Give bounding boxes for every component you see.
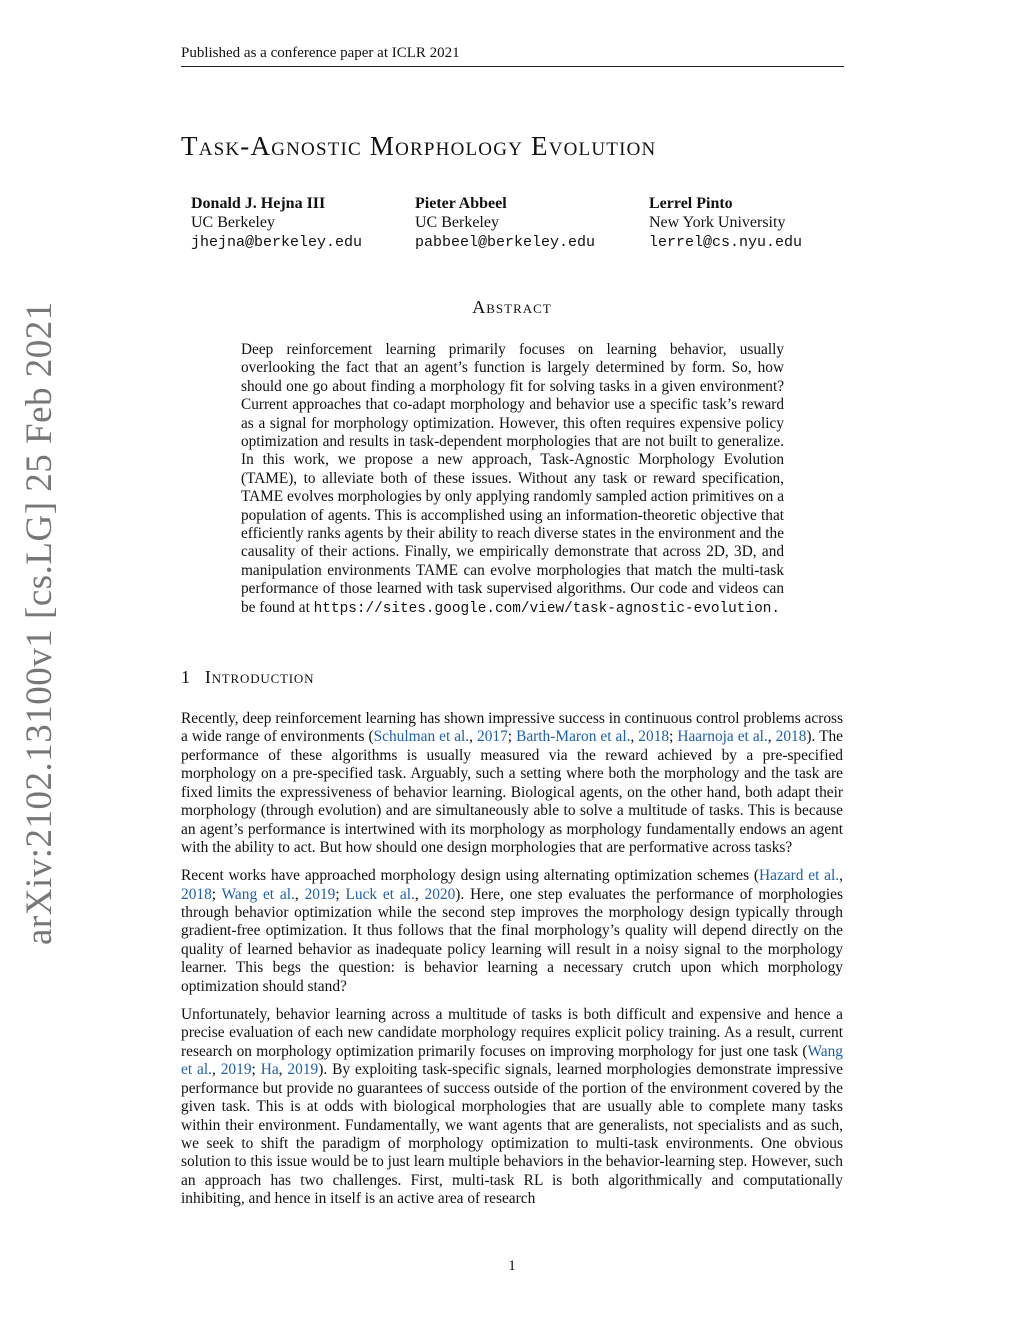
abstract-text: Deep reinforcement learning primarily focuses on learning behavior, usually overlooking the fact that an agent’s function is largely determined by form. So, how should one go about finding a morphology fit for solving tasks in a given environment? Current approaches that co-adapt morphology and behavior use a specific task’s reward as a signal for morphology optimization. However, this often requires expensive policy optimization and results in task-dependent morphologies that are not built to generalize. In this work, we propose a new approach, Task-Agnostic Morphology Evolution (TAME), to alleviate both of these issues. Without any task or reward specification, TAME evolves morphologies by only applying randomly sampled action primitives on a population of agents. This is accomplished using an information-theoretic objective that efficiently ranks agents by their ability to reach diverse states in the environment and the causality of their actions. Finally, we empirically demonstrate that across 2D, 3D, and manipulation environments TAME can evolve morphologies that match the multi-task performance of those learned with task supervised algorithms. Our code and videos can be found at (241, 341, 784, 616)
paper-title: Task-Agnostic Morphology Evolution (181, 131, 657, 161)
text-run: ; (507, 728, 517, 746)
citation-link[interactable]: 2019 (220, 1061, 252, 1079)
abstract-url[interactable]: https://sites.google.com/view/task-agnostic-evolution. (313, 600, 780, 617)
author-affiliation: UC Berkeley (415, 214, 499, 231)
section-heading (181, 667, 314, 688)
author-email[interactable]: jhejna@berkeley.edu (191, 234, 363, 251)
text-run: ; (669, 728, 678, 746)
text-run: ; (251, 1061, 261, 1079)
text-run: ; (211, 885, 222, 903)
citation-link[interactable]: Haarnoja et al. (677, 728, 768, 746)
page-number: 1 (508, 1258, 516, 1274)
abstract-heading: Abstract (472, 297, 552, 317)
citation-link[interactable]: 2017 (477, 728, 508, 746)
citation-link[interactable]: Wang et al. (181, 1042, 843, 1079)
citation-link[interactable]: 2019 (287, 1061, 319, 1079)
author-2 (415, 194, 595, 252)
citation-link[interactable]: 2019 (304, 885, 336, 903)
text-run: ). Here, one step evaluates the performance of morphologies through behavior optimization while the second step improves the morphology design typically through gradient-free optimization. It thus follows that the final morphology’s quality will depend directly on the quality of learned behavior as inadequate policy learning will result in a noisy signal to the morphology learner. This begs the question: is behavior learning a necessary crutch upon which morphology optimization should stand? (181, 885, 843, 995)
author-affiliation: UC Berkeley (191, 214, 275, 231)
text-run: , (767, 728, 776, 746)
author-3 (649, 194, 802, 252)
text-run: Recent works have approached morphology design using alternating optimization schemes ( (181, 867, 760, 885)
text-run: Unfortunately, behavior learning across a multitude of tasks is both difficult and expensive and hence a precise evaluation of each new candidate morphology requires explicit policy training. As a result, current research on morphology optimization primarily focuses on improving morphology for just one task ( (181, 1005, 843, 1060)
author-1 (191, 194, 362, 252)
abstract-body (241, 341, 784, 618)
citation-link[interactable]: 2018 (181, 885, 212, 903)
citation-link[interactable]: Hazard et al. (759, 867, 840, 885)
text-run: , (414, 885, 425, 903)
text-run: ). The performance of these algorithms is usually measured via the reward achieved by a pre-specified morphology on a pre-specified task. Arguably, such a setting where both the morphology and the task are fixed limits the expressiveness of behavior learning. Biological agents, on the other hand, both adapt their morphology (through evolution) and are simultaneously able to solve a multitude of tasks. This is because an agent’s performance is intertwined with its morphology as morphology fundamentally endows an agent with the ability to act. But how should one design morphologies that are performative across tasks? (181, 728, 844, 857)
text-run: , (630, 728, 639, 746)
text-run: , (294, 885, 305, 903)
paragraph-1 (181, 710, 843, 858)
text-run: , (211, 1061, 221, 1079)
author-email[interactable]: pabbeel@berkeley.edu (415, 234, 596, 251)
citation-link[interactable]: Luck et al. (345, 885, 415, 903)
author-name: Lerrel Pinto (649, 195, 733, 212)
author-email[interactable]: lerrel@cs.nyu.edu (649, 234, 803, 251)
citation-link[interactable]: Wang et al. (221, 885, 295, 903)
paragraph-3 (181, 1006, 843, 1209)
text-run: ). By exploiting task-specific signals, learned morphologies demonstrate impressive performance but provide no guarantees of success outside of the portion of the environment covered by the given task. This is at odds with biological morphologies that are usually able to complete many tasks within their environment. Fundamentally, we want agents that are generalists, not specialists and as such, we seek to shift the paradigm of morphology optimization to multi-task environments. One obvious solution to this issue would be to just learn multiple behaviors in the behavior-learning step. However, such an approach has two challenges. First, multi-task RL is both algorithmically and computationally inhibiting, and hence in itself is an active area of research (181, 1061, 843, 1208)
citation-link[interactable]: Schulman et al. (373, 728, 470, 746)
text-run: Recently, deep reinforcement learning has shown impressive success in continuous control problems across a wide range of environments ( (181, 710, 843, 746)
citation-link[interactable]: Barth-Maron et al. (516, 728, 631, 746)
running-header: Published as a conference paper at ICLR 2021 (181, 43, 844, 67)
citation-link[interactable]: 2020 (424, 885, 456, 903)
citation-link[interactable]: 2018 (775, 728, 807, 746)
section-number: 1 (181, 667, 191, 687)
introduction-body (181, 710, 843, 1218)
text-run: , (469, 728, 478, 746)
arxiv-stamp: arXiv:2102.13100v1 [cs.LG] 25 Feb 2021 (19, 301, 60, 945)
section-title: Introduction (204, 667, 315, 687)
citation-link[interactable]: 2018 (638, 728, 670, 746)
author-name: Pieter Abbeel (415, 195, 507, 212)
paragraph-2 (181, 867, 843, 996)
text-run: , (839, 867, 843, 885)
citation-link[interactable]: Ha (260, 1061, 279, 1079)
text-run: ; (335, 885, 346, 903)
text-run: , (278, 1061, 288, 1079)
author-affiliation: New York University (649, 214, 786, 231)
author-name: Donald J. Hejna III (191, 195, 326, 212)
